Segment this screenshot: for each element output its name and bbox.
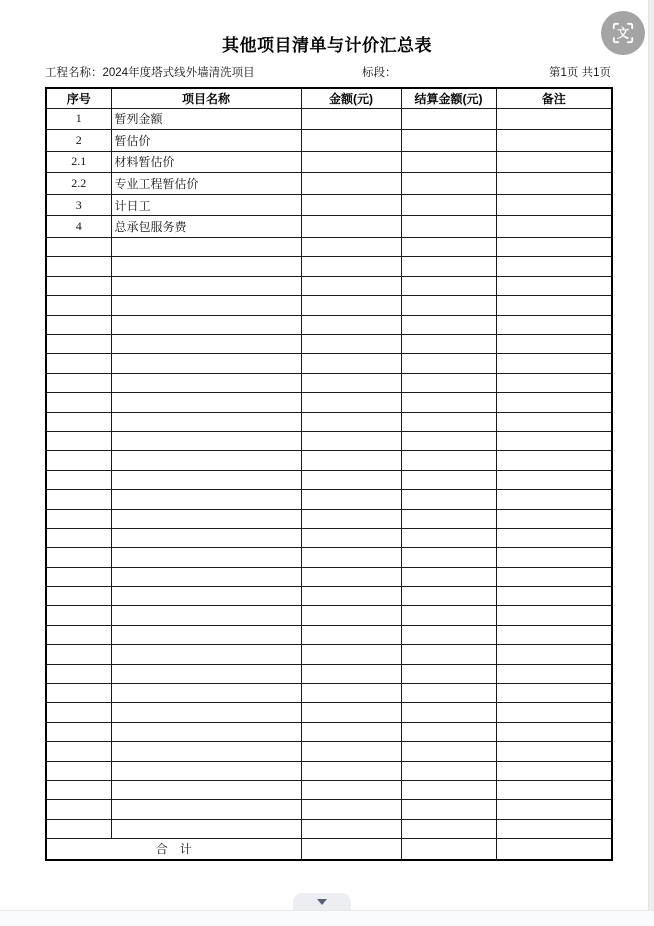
cell-name: [111, 567, 301, 586]
cell-settlement: [401, 296, 496, 315]
cell-name: [111, 335, 301, 354]
cell-no: [46, 296, 111, 315]
cell-amount: [301, 194, 401, 216]
cell-remark: [496, 412, 612, 431]
cell-amount: [301, 431, 401, 450]
cell-no: 4: [46, 216, 111, 238]
cell-settlement: [401, 151, 496, 173]
cell-amount: [301, 216, 401, 238]
table-row: [46, 645, 612, 664]
table-row: [46, 412, 612, 431]
cell-name: [111, 238, 301, 257]
cell-settlement: [401, 238, 496, 257]
cell-settlement: [401, 761, 496, 780]
table-row: [46, 509, 612, 528]
cell-no: [46, 528, 111, 547]
table-row: [46, 548, 612, 567]
cell-settlement: [401, 645, 496, 664]
cell-settlement: [401, 664, 496, 683]
cell-remark: [496, 800, 612, 819]
cell-amount: [301, 296, 401, 315]
cell-name: [111, 490, 301, 509]
cell-settlement: [401, 216, 496, 238]
cell-remark: [496, 490, 612, 509]
page-title: 其他项目清单与计价汇总表: [222, 36, 432, 55]
table-row: [46, 393, 612, 412]
cell-amount: [301, 451, 401, 470]
cell-no: [46, 722, 111, 741]
table-row: [46, 800, 612, 819]
cell-no: [46, 587, 111, 606]
table-row: [46, 451, 612, 470]
cell-name: [111, 451, 301, 470]
table-row: [46, 373, 612, 392]
table-row: [46, 606, 612, 625]
cell-settlement: [401, 431, 496, 450]
page-edge-strip: [648, 0, 654, 910]
table-row: [46, 238, 612, 257]
table-row: [46, 130, 612, 152]
cell-settlement: [401, 257, 496, 276]
cell-amount: [301, 108, 401, 130]
cell-remark: [496, 509, 612, 528]
table-row: [46, 703, 612, 722]
cell-settlement: [401, 548, 496, 567]
table-row: [46, 431, 612, 450]
cell-name: [111, 800, 301, 819]
cell-no: 1: [46, 108, 111, 130]
cell-settlement: [401, 528, 496, 547]
col-header-settlement: 结算金额(元): [401, 88, 496, 108]
cell-no: [46, 315, 111, 334]
table-row: [46, 587, 612, 606]
cell-name: [111, 373, 301, 392]
table-row: [46, 257, 612, 276]
cell-remark: [496, 257, 612, 276]
table-row: [46, 276, 612, 295]
scroll-down-tab[interactable]: [293, 893, 351, 910]
cell-remark: [496, 393, 612, 412]
cell-remark: [496, 839, 612, 860]
cell-name: [111, 276, 301, 295]
table-row: [46, 528, 612, 547]
cell-remark: [496, 276, 612, 295]
cell-remark: [496, 819, 612, 838]
cell-no: [46, 742, 111, 761]
table-row: [46, 194, 612, 216]
cell-remark: [496, 664, 612, 683]
cell-no: [46, 800, 111, 819]
cell-name: [111, 315, 301, 334]
summary-table: [45, 87, 613, 861]
cell-amount: [301, 761, 401, 780]
cell-settlement: [401, 509, 496, 528]
cell-settlement: [401, 781, 496, 800]
cell-name: [111, 354, 301, 373]
col-header-remark: 备注: [496, 88, 612, 108]
cell-settlement: [401, 173, 496, 195]
cell-remark: [496, 194, 612, 216]
cell-name: [111, 509, 301, 528]
table-row: [46, 625, 612, 644]
table-row: [46, 470, 612, 489]
cell-remark: [496, 684, 612, 703]
chevron-down-icon: [317, 899, 327, 905]
cell-remark: [496, 451, 612, 470]
cell-amount: [301, 567, 401, 586]
cell-settlement: [401, 587, 496, 606]
cell-remark: [496, 216, 612, 238]
cell-amount: [301, 276, 401, 295]
table-row: [46, 819, 612, 838]
cell-amount: [301, 819, 401, 838]
cell-amount: [301, 412, 401, 431]
cell-amount: [301, 490, 401, 509]
cell-remark: [496, 645, 612, 664]
meta-row: [45, 64, 611, 82]
cell-remark: [496, 587, 612, 606]
cell-settlement: [401, 839, 496, 860]
cell-no: [46, 645, 111, 664]
cell-amount: [301, 354, 401, 373]
cell-settlement: [401, 393, 496, 412]
cell-name: 专业工程暂估价: [111, 173, 301, 195]
cell-name: [111, 606, 301, 625]
cell-remark: [496, 606, 612, 625]
cell-settlement: [401, 315, 496, 334]
bottom-bar: [0, 910, 654, 926]
cell-name: 计日工: [111, 194, 301, 216]
cell-remark: [496, 130, 612, 152]
cell-amount: [301, 315, 401, 334]
cell-settlement: [401, 722, 496, 741]
cell-settlement: [401, 276, 496, 295]
cell-settlement: [401, 684, 496, 703]
page-indicator: 第1页 共1页: [549, 67, 611, 79]
cell-settlement: [401, 130, 496, 152]
cell-amount: [301, 509, 401, 528]
table-row: [46, 296, 612, 315]
table-row: [46, 108, 612, 130]
translate-scan-icon: [610, 20, 636, 46]
cell-no: 3: [46, 194, 111, 216]
cell-amount: [301, 625, 401, 644]
cell-remark: [496, 470, 612, 489]
table-row: [46, 216, 612, 238]
cell-amount: [301, 528, 401, 547]
table-row: [46, 684, 612, 703]
cell-remark: [496, 625, 612, 644]
cell-name: [111, 393, 301, 412]
cell-settlement: [401, 703, 496, 722]
cell-amount: [301, 664, 401, 683]
cell-no: [46, 509, 111, 528]
cell-settlement: [401, 606, 496, 625]
cell-name: [111, 431, 301, 450]
cell-remark: [496, 315, 612, 334]
table-row: [46, 335, 612, 354]
cell-no: [46, 431, 111, 450]
cell-no: 2.1: [46, 151, 111, 173]
cell-name: [111, 548, 301, 567]
cell-settlement: [401, 451, 496, 470]
cell-name: [111, 625, 301, 644]
cell-no: [46, 257, 111, 276]
cell-no: [46, 393, 111, 412]
svg-text:文: 文: [616, 26, 630, 41]
cell-name: [111, 645, 301, 664]
cell-settlement: [401, 470, 496, 489]
table-row: [46, 354, 612, 373]
cell-no: [46, 373, 111, 392]
table-row: [46, 742, 612, 761]
cell-amount: [301, 393, 401, 412]
cell-remark: [496, 722, 612, 741]
cell-settlement: [401, 373, 496, 392]
cell-remark: [496, 761, 612, 780]
cell-amount: [301, 839, 401, 860]
cell-amount: [301, 742, 401, 761]
cell-name: [111, 257, 301, 276]
table-row: [46, 315, 612, 334]
cell-no: [46, 354, 111, 373]
cell-name: [111, 781, 301, 800]
cell-no: 2: [46, 130, 111, 152]
cell-no: [46, 567, 111, 586]
cell-no: [46, 625, 111, 644]
cell-settlement: [401, 742, 496, 761]
project-name-label: 工程名称：2024年度塔式线外墙清洗项目: [45, 67, 255, 79]
cell-settlement: [401, 354, 496, 373]
cell-amount: [301, 335, 401, 354]
cell-remark: [496, 703, 612, 722]
cell-remark: [496, 151, 612, 173]
cell-no: [46, 238, 111, 257]
table-row: [46, 722, 612, 741]
table-row: [46, 173, 612, 195]
total-label-cell: 合 计: [46, 839, 301, 860]
cell-name: [111, 819, 301, 838]
cell-name: [111, 528, 301, 547]
cell-amount: [301, 130, 401, 152]
cell-amount: [301, 470, 401, 489]
cell-remark: [496, 335, 612, 354]
cell-name: [111, 470, 301, 489]
cell-amount: [301, 238, 401, 257]
table-row: [46, 151, 612, 173]
cell-name: 总承包服务费: [111, 216, 301, 238]
cell-no: [46, 664, 111, 683]
cell-remark: [496, 548, 612, 567]
extract-text-button[interactable]: [601, 11, 645, 55]
table-total-row: [46, 839, 612, 860]
cell-name: [111, 761, 301, 780]
cell-name: 材料暂估价: [111, 151, 301, 173]
cell-no: [46, 276, 111, 295]
cell-amount: [301, 645, 401, 664]
cell-amount: [301, 800, 401, 819]
cell-remark: [496, 108, 612, 130]
cell-remark: [496, 296, 612, 315]
cell-settlement: [401, 412, 496, 431]
cell-remark: [496, 173, 612, 195]
col-header-name: 项目名称: [111, 88, 301, 108]
cell-settlement: [401, 108, 496, 130]
cell-settlement: [401, 800, 496, 819]
cell-settlement: [401, 819, 496, 838]
cell-amount: [301, 703, 401, 722]
cell-no: [46, 606, 111, 625]
cell-remark: [496, 567, 612, 586]
cell-settlement: [401, 567, 496, 586]
cell-amount: [301, 684, 401, 703]
cell-amount: [301, 548, 401, 567]
col-header-no: 序号: [46, 88, 111, 108]
cell-remark: [496, 238, 612, 257]
cell-name: [111, 412, 301, 431]
cell-name: [111, 684, 301, 703]
cell-amount: [301, 151, 401, 173]
cell-remark: [496, 373, 612, 392]
table-row: [46, 664, 612, 683]
cell-remark: [496, 528, 612, 547]
cell-no: [46, 684, 111, 703]
cell-settlement: [401, 335, 496, 354]
cell-no: [46, 703, 111, 722]
cell-no: 2.2: [46, 173, 111, 195]
cell-no: [46, 548, 111, 567]
cell-no: [46, 819, 111, 838]
cell-name: [111, 742, 301, 761]
cell-name: [111, 296, 301, 315]
cell-name: [111, 703, 301, 722]
cell-amount: [301, 722, 401, 741]
cell-settlement: [401, 490, 496, 509]
table-row: [46, 490, 612, 509]
cell-no: [46, 412, 111, 431]
cell-remark: [496, 354, 612, 373]
cell-no: [46, 761, 111, 780]
table-row: [46, 567, 612, 586]
cell-no: [46, 470, 111, 489]
cell-no: [46, 781, 111, 800]
cell-amount: [301, 587, 401, 606]
cell-amount: [301, 781, 401, 800]
cell-no: [46, 451, 111, 470]
cell-no: [46, 335, 111, 354]
cell-remark: [496, 431, 612, 450]
cell-amount: [301, 257, 401, 276]
cell-settlement: [401, 194, 496, 216]
table-row: [46, 781, 612, 800]
cell-name: 暂估价: [111, 130, 301, 152]
cell-name: [111, 587, 301, 606]
cell-amount: [301, 173, 401, 195]
cell-name: [111, 664, 301, 683]
cell-no: [46, 490, 111, 509]
col-header-amount: 金额(元): [301, 88, 401, 108]
table-header-row: [46, 88, 612, 108]
cell-name: [111, 722, 301, 741]
cell-remark: [496, 781, 612, 800]
cell-amount: [301, 373, 401, 392]
cell-name: 暂列金额: [111, 108, 301, 130]
cell-remark: [496, 742, 612, 761]
cell-settlement: [401, 625, 496, 644]
table-row: [46, 761, 612, 780]
cell-amount: [301, 606, 401, 625]
section-label: 标段：: [362, 67, 397, 79]
